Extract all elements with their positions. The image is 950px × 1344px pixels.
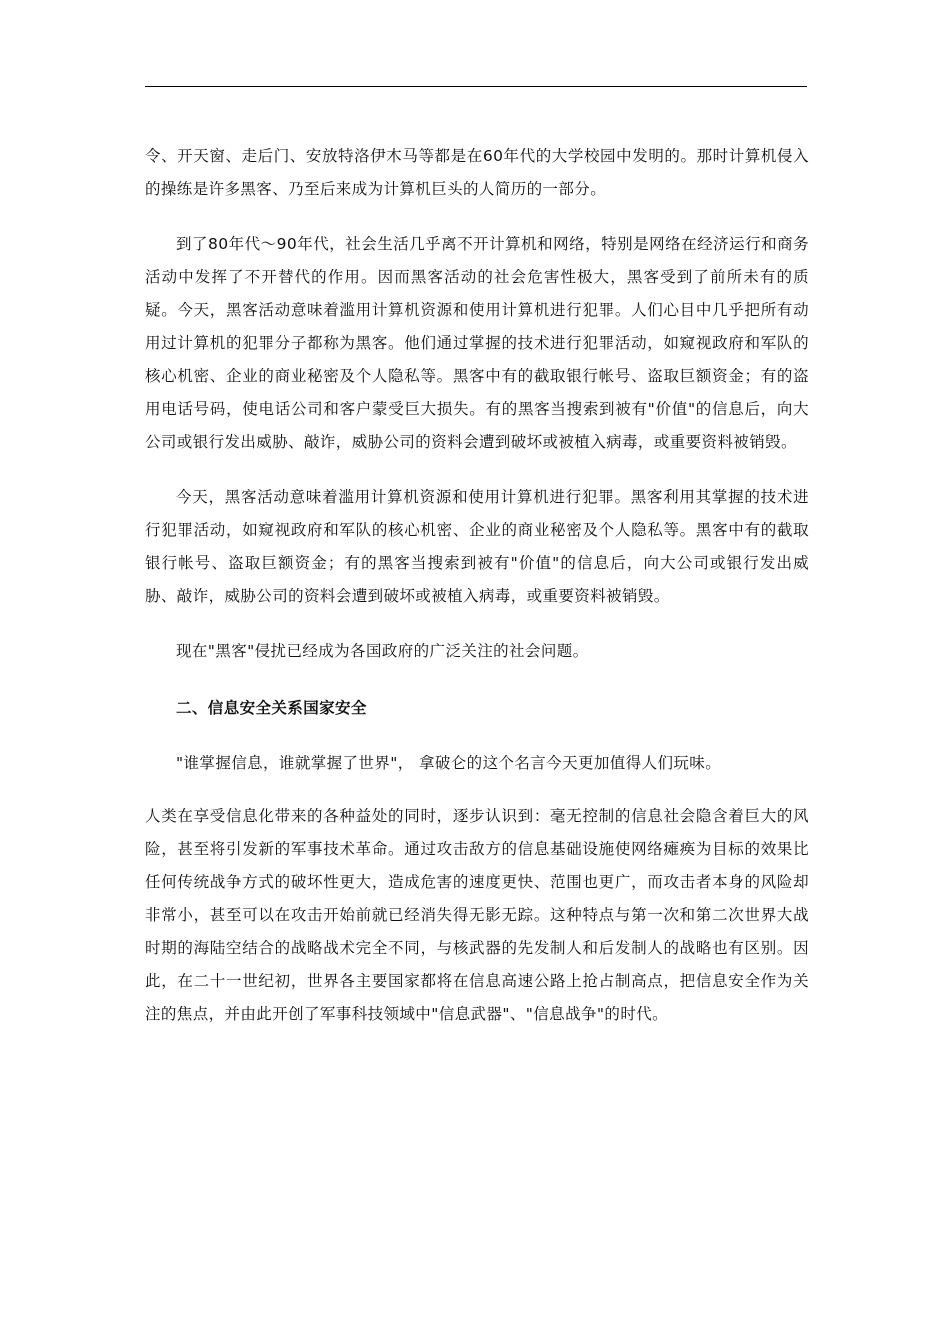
header-rule [145,86,807,87]
quote-paragraph: "谁掌握信息，谁就掌握了世界"， 拿破仑的这个名言今天更加值得人们玩味。 [176,754,722,772]
paragraph-2: 到了80年代～90年代，社会生活几乎离不开计算机和网络，特别是网络在经济运行和商务活动中发挥了不开替代的作用。因而黑客活动的社会危害性极大，黑客受到了前所未有的质疑。今天，黑客活动意味着滥用计算机资源和使用计算机进行犯罪。人们心目中几乎把所有动用过计算机的犯罪分子都称为黑客。他们通过掌握的技术进行犯罪活动，如窥视政府和军队的核心机密、企业的商业秘密及个人隐私等。黑客中有的截取银行帐号、盗取巨额资金；有的盗用电话号码，使电话公司和客户蒙受巨大损失。有的黑客当搜索到被有"价值"的信息后，向大公司或银行发出威胁、敲诈，威胁公司的资料会遭到破坏或被植入病毒，或重要资料被销毁。 [145,235,809,451]
document-body [145,140,809,1031]
paragraph-3: 今天，黑客活动意味着滥用计算机资源和使用计算机进行犯罪。黑客利用其掌握的技术进行犯罪活动，如窥视政府和军队的核心机密、企业的商业秘密及个人隐私等。黑客中有的截取银行帐号、盗取巨额资金；有的黑客当搜索到被有"价值"的信息后，向大公司或银行发出威胁、敲诈，威胁公司的资料会遭到破坏或被植入病毒，或重要资料被销毁。 [145,488,809,605]
paragraph-1: 令、开天窗、走后门、安放特洛伊木马等都是在60年代的大学校园中发明的。那时计算机侵入的操练是许多黑客、乃至后来成为计算机巨头的人简历的一部分。 [145,147,809,198]
section-heading: 二、信息安全关系国家安全 [176,699,367,717]
paragraph-5: 人类在享受信息化带来的各种益处的同时，逐步认识到：毫无控制的信息社会隐含着巨大的风险，甚至将引发新的军事技术革命。通过攻击敌方的信息基础设施使网络瘫痪为目标的效果比任何传统战争方式的破坏性更大，造成危害的速度更快、范围也更广，而攻击者本身的风险却非常小，甚至可以在攻击开始前就已经消失得无影无踪。这种特点与第一次和第二次世界大战时期的海陆空结合的战略战术完全不同，与核武器的先发制人和后发制人的战略也有区别。因此，在二十一世纪初，世界各主要国家都将在信息高速公路上抢占制高点，把信息安全作为关注的焦点，并由此开创了军事科技领域中"信息武器"、"信息战争"的时代。 [145,807,809,1023]
paragraph-4: 现在"黑客"侵扰已经成为各国政府的广泛关注的社会问题。 [176,642,589,660]
